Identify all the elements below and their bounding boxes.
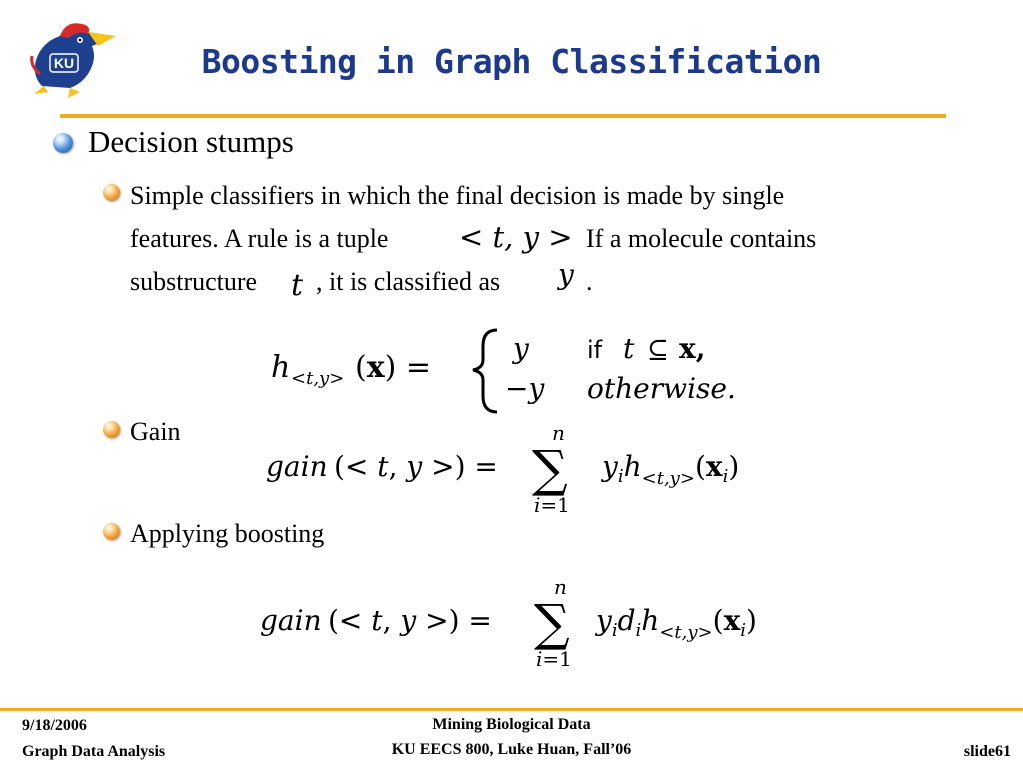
svg-text:yidih<t,y>(xi): $y_id_ih_{<t,y>}(x_i)$ [596,604,757,643]
svg-text:i=1: i=1 [534,493,570,517]
logo-ku-text: KU [53,55,75,71]
tuple-formula: < t, y > [459,220,573,254]
footer-date: 9/18/2006 [22,717,87,734]
svg-text:<t,y>: <t,y> [291,368,345,389]
title-divider [60,114,946,118]
svg-text:∑: ∑ [534,594,570,652]
svg-text:gain: gain [266,450,328,483]
bullet-level2-icon [103,184,120,201]
svg-text:yih<t,y>(xi): $y_ih_{<t,y>}(x_i)$ [602,450,740,489]
bullet-level1-icon [53,133,73,153]
svg-text:n: n [552,421,565,445]
svg-text:y: y [513,332,529,365]
svg-text:gain: gain [260,604,322,637]
bullet-decision-stumps: Decision stumps [88,124,294,159]
svg-text:t: t [623,332,635,365]
footer-divider [0,708,1023,711]
sub-bullet-line2-a: features. A rule is a tuple [130,224,389,253]
formula-boosting-gain [256,572,836,672]
svg-text:n: n [554,575,567,599]
svg-text:i=1: i=1 [536,647,572,671]
footer-center-line1: Mining Biological Data [432,716,591,733]
svg-text:⊆: ⊆ [647,335,669,365]
svg-text:(< t, y >) =: (< t, y >) = [328,604,492,637]
svg-text:(x) =: (x) = [355,350,431,385]
footer-left: Graph Data Analysis [22,743,166,760]
sub-bullet-gain: Gain [130,417,181,446]
svg-text:h: h [271,350,291,385]
formula-gain [262,418,807,518]
formula-h-definition [265,320,765,416]
svg-text:−y: −y [505,372,545,405]
slide-title: Boosting in Graph Classification [201,42,822,81]
symbol-t: t [291,268,304,303]
bullet-level2-icon [103,421,120,438]
sub-bullet-line3-b: , it is classified as [316,267,501,296]
slide-number: slide61 [963,743,1011,760]
sub-bullet-applying-boosting: Applying boosting [130,519,325,548]
sub-bullet-line3-a: substructure [130,267,258,296]
sub-bullet-line3-c: . [586,267,593,296]
symbol-y: y [558,258,574,291]
bullet-level2-icon [103,523,120,540]
svg-text:∑: ∑ [532,440,568,498]
sub-bullet-line1: Simple classifiers in which the final decision is made by single [130,181,785,210]
sub-bullet-line2-b: If a molecule contains [586,224,817,253]
svg-text:if: if [587,336,603,364]
svg-text:(< t, y >) =: (< t, y >) = [334,450,498,483]
svg-text:x,: x, [679,332,706,365]
svg-text:otherwise.: otherwise. [587,372,736,405]
footer-center-line2: KU EECS 800, Luke Huan, Fall’06 [391,741,632,758]
